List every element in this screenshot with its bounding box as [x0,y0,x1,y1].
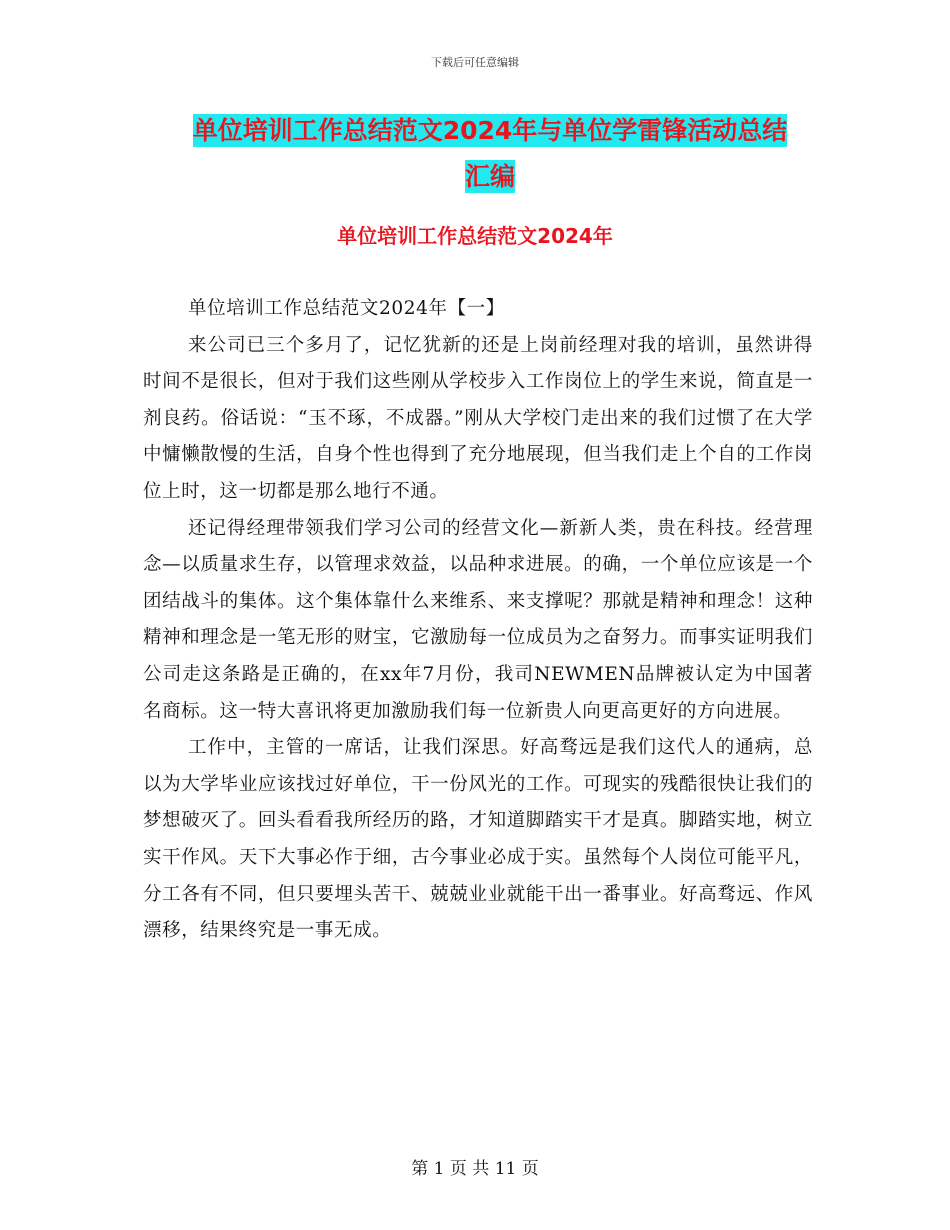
document-title-line-2: 汇编 [464,162,515,191]
header-note: 下载后可任意编辑 [431,56,519,69]
document-title-line-1: 单位培训工作总结范文2024年与单位学雷锋活动总结 [192,116,788,145]
paragraph: 来公司已三个多月了，记忆犹新的还是上岗前经理对我的培训，虽然讲得时间不是很长，但对于我们这些刚从学校步入工作岗位上的学生来说，简直是一剂良药。俗话说：“玉不琢，不成器。”刚从大学校门走出来的我们过惯了在大学中慵懒散慢的生活，自身个性也得到了充分地展现，但当我们走上个自的工作岗位上时，这一切都是那么地行不通。 [143,334,813,502]
paragraph: 工作中，主管的一席话，让我们深思。好高骛远是我们这代人的通病，总以为大学毕业应该找过好单位，干一份风光的工作。可现实的残酷很快让我们的梦想破灭了。回头看看我所经历的路，才知道脚踏实干才是真。脚踏实地，树立实干作风。天下大事必作于细，古今事业必成于实。虽然每个人岗位可能平凡，分工各有不同，但只要埋头苦干、兢兢业业就能干出一番事业。好高骛远、作风漂移，结果终究是一事无成。 [143,737,813,942]
document-title [140,108,840,200]
paragraph: 单位培训工作总结范文2024年【一】 [188,298,505,319]
section-title: 单位培训工作总结范文2024年 [337,224,613,248]
page-footer: 第 1 页 共 11 页 [411,1159,539,1179]
body-text [143,291,813,950]
paragraph: 还记得经理带领我们学习公司的经营文化—新新人类，贵在科技。经营理念—以质量求生存，以管理求效益，以品种求进展。的确，一个单位应该是一个团结战斗的集体。这个集体靠什么来维系、来支撑呢？那就是精神和理念！这种精神和理念是一笔无形的财宝，它激励每一位成员为之奋努力。而事实证明我们公司走这条路是正确的，在xx年7月份，我司NEWMEN品牌被认定为中国著名商标。这一特大喜讯将更加激励我们每一位新贵人向更高更好的方向进展。 [143,517,813,722]
